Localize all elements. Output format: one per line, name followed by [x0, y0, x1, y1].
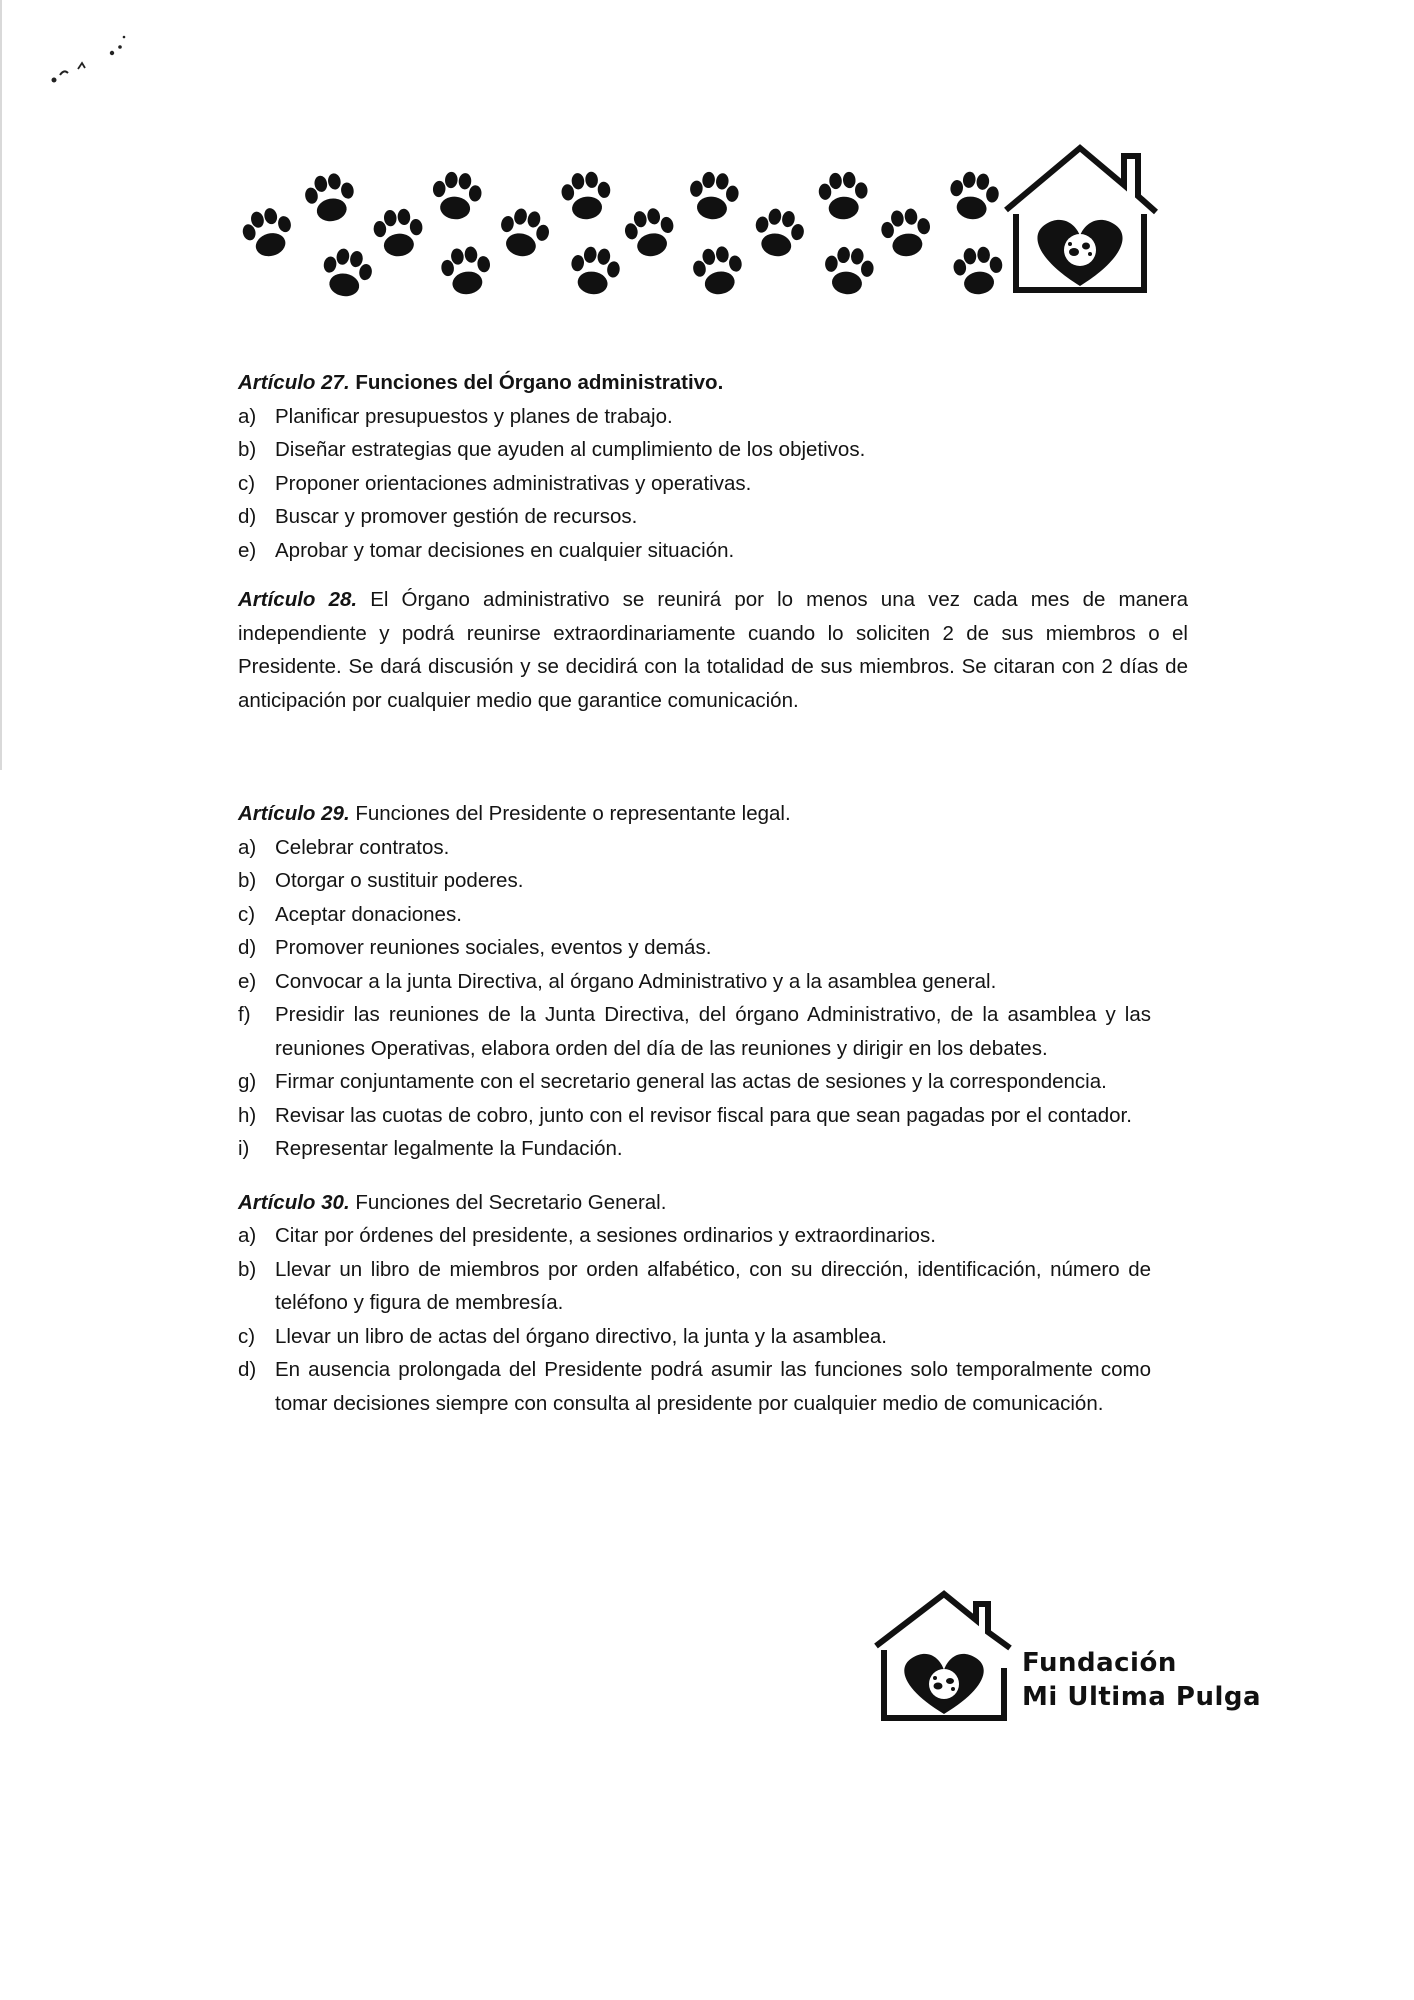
list-item — [238, 467, 954, 501]
foundation-name — [1022, 1646, 1261, 1714]
house-heart-icon — [872, 1588, 1022, 1728]
article-text: El Órgano administrativo se reunirá por lo menos una vez cada mes de manera independiente y podrá reunirse extraordinariamente cuando lo soliciten 2 de sus miembros o el Presidente. Se dará discusión y se decidirá con la totalidad de sus miembros. Se citaran con 2 días de anticipación por cualquier medio que garantice comunicación. — [238, 588, 1188, 712]
list-item — [238, 500, 954, 534]
house-heart-icon — [1006, 148, 1156, 290]
item-letter: a) — [238, 1224, 257, 1247]
item-text: Otorgar o sustituir poderes. — [275, 869, 524, 892]
list-item — [238, 1065, 1151, 1099]
list-item — [238, 998, 1151, 1065]
article-title: Funciones del Órgano administrativo. — [355, 371, 724, 394]
item-text: Planificar presupuestos y planes de trabajo. — [275, 404, 673, 428]
article-label: Artículo 30. — [238, 1190, 350, 1214]
list-item — [238, 931, 1151, 965]
item-letter: i) — [238, 1137, 250, 1160]
item-letter: g) — [238, 1070, 257, 1093]
item-letter: d) — [238, 505, 257, 528]
list-item — [238, 1219, 1151, 1253]
item-text: Llevar un libro de miembros por orden alfabético, con su dirección, identificación, número de teléfono y figura de membresía. — [275, 1257, 1151, 1314]
list-item — [238, 1099, 1151, 1133]
article-title: Funciones del Presidente o representante legal. — [355, 802, 791, 825]
item-letter: d) — [238, 936, 257, 959]
item-letter: e) — [238, 969, 257, 993]
item-text: Firmar conjuntamente con el secretario general las actas de sesiones y la correspondencia. — [275, 1070, 1107, 1093]
item-text: Presidir las reuniones de la Junta Directiva, del órgano Administrativo, de la asamblea y las reuniones Operativas, elabora orden del día de las reuniones y dirigir en los debates. — [275, 1003, 1151, 1060]
article-30-list — [238, 1219, 1151, 1420]
list-item — [238, 1253, 1151, 1320]
article-label: Artículo 27. — [238, 371, 350, 394]
article-heading — [238, 1186, 1188, 1220]
list-item — [238, 433, 954, 467]
item-letter: a) — [238, 404, 257, 428]
list-item — [238, 864, 1151, 898]
article-29 — [238, 797, 1188, 1166]
article-29-list — [238, 831, 1151, 1166]
list-item — [238, 534, 954, 568]
list-item — [238, 1132, 1151, 1166]
list-item — [238, 831, 1151, 865]
brand-line-1: Fundación — [1022, 1648, 1177, 1678]
item-letter: e) — [238, 538, 257, 562]
item-letter: d) — [238, 1358, 257, 1381]
article-27 — [238, 366, 1188, 567]
article-heading — [238, 366, 1188, 400]
document-body — [238, 366, 1188, 1420]
scan-marks — [40, 25, 140, 105]
item-text: Diseñar estrategias que ayuden al cumplimiento de los objetivos. — [275, 438, 866, 461]
list-item — [238, 400, 954, 434]
list-item — [238, 965, 1151, 999]
list-item — [238, 1320, 1151, 1354]
brand-line-2: Mi Ultima Pulga — [1022, 1682, 1262, 1712]
item-text: Aceptar donaciones. — [275, 902, 462, 926]
list-item — [238, 898, 1151, 932]
article-title: Funciones del Secretario General. — [355, 1190, 667, 1214]
item-letter: c) — [238, 902, 256, 926]
item-text: Llevar un libro de actas del órgano directivo, la junta y la asamblea. — [275, 1324, 887, 1348]
foundation-logo — [872, 1588, 1292, 1728]
item-text: Buscar y promover gestión de recursos. — [275, 505, 638, 528]
item-letter: b) — [238, 1257, 257, 1281]
item-letter: h) — [238, 1103, 257, 1127]
item-text: Promover reuniones sociales, eventos y demás. — [275, 936, 712, 959]
item-letter: b) — [238, 438, 257, 461]
paw-print-icon — [238, 169, 1005, 300]
scan-edge — [0, 0, 2, 770]
article-label: Artículo 29. — [238, 802, 350, 825]
article-28 — [238, 583, 1188, 717]
article-27-list — [238, 400, 954, 568]
item-letter: b) — [238, 869, 257, 892]
item-text: Proponer orientaciones administrativas y operativas. — [275, 471, 752, 495]
item-text: Aprobar y tomar decisiones en cualquier situación. — [275, 538, 735, 562]
item-text: Representar legalmente la Fundación. — [275, 1137, 623, 1160]
article-label: Artículo 28. — [238, 588, 358, 611]
item-letter: c) — [238, 471, 256, 495]
item-letter: c) — [238, 1324, 256, 1348]
item-text: Convocar a la junta Directiva, al órgano Administrativo y a la asamblea general. — [275, 969, 997, 993]
article-30 — [238, 1186, 1188, 1421]
item-text: Revisar las cuotas de cobro, junto con el revisor fiscal para que sean pagadas por el contador. — [275, 1103, 1132, 1127]
list-item — [238, 1353, 1151, 1420]
article-heading — [238, 797, 1188, 831]
item-text: Citar por órdenes del presidente, a sesiones ordinarios y extraordinarios. — [275, 1224, 936, 1247]
item-letter: a) — [238, 835, 257, 859]
item-text: Celebrar contratos. — [275, 835, 450, 859]
item-letter: f) — [238, 1003, 251, 1026]
header-banner — [238, 140, 1198, 320]
item-text: En ausencia prolongada del Presidente podrá asumir las funciones solo temporalmente como tomar decisiones siempre con consulta al presidente por cualquier medio de comunicación. — [275, 1358, 1151, 1415]
